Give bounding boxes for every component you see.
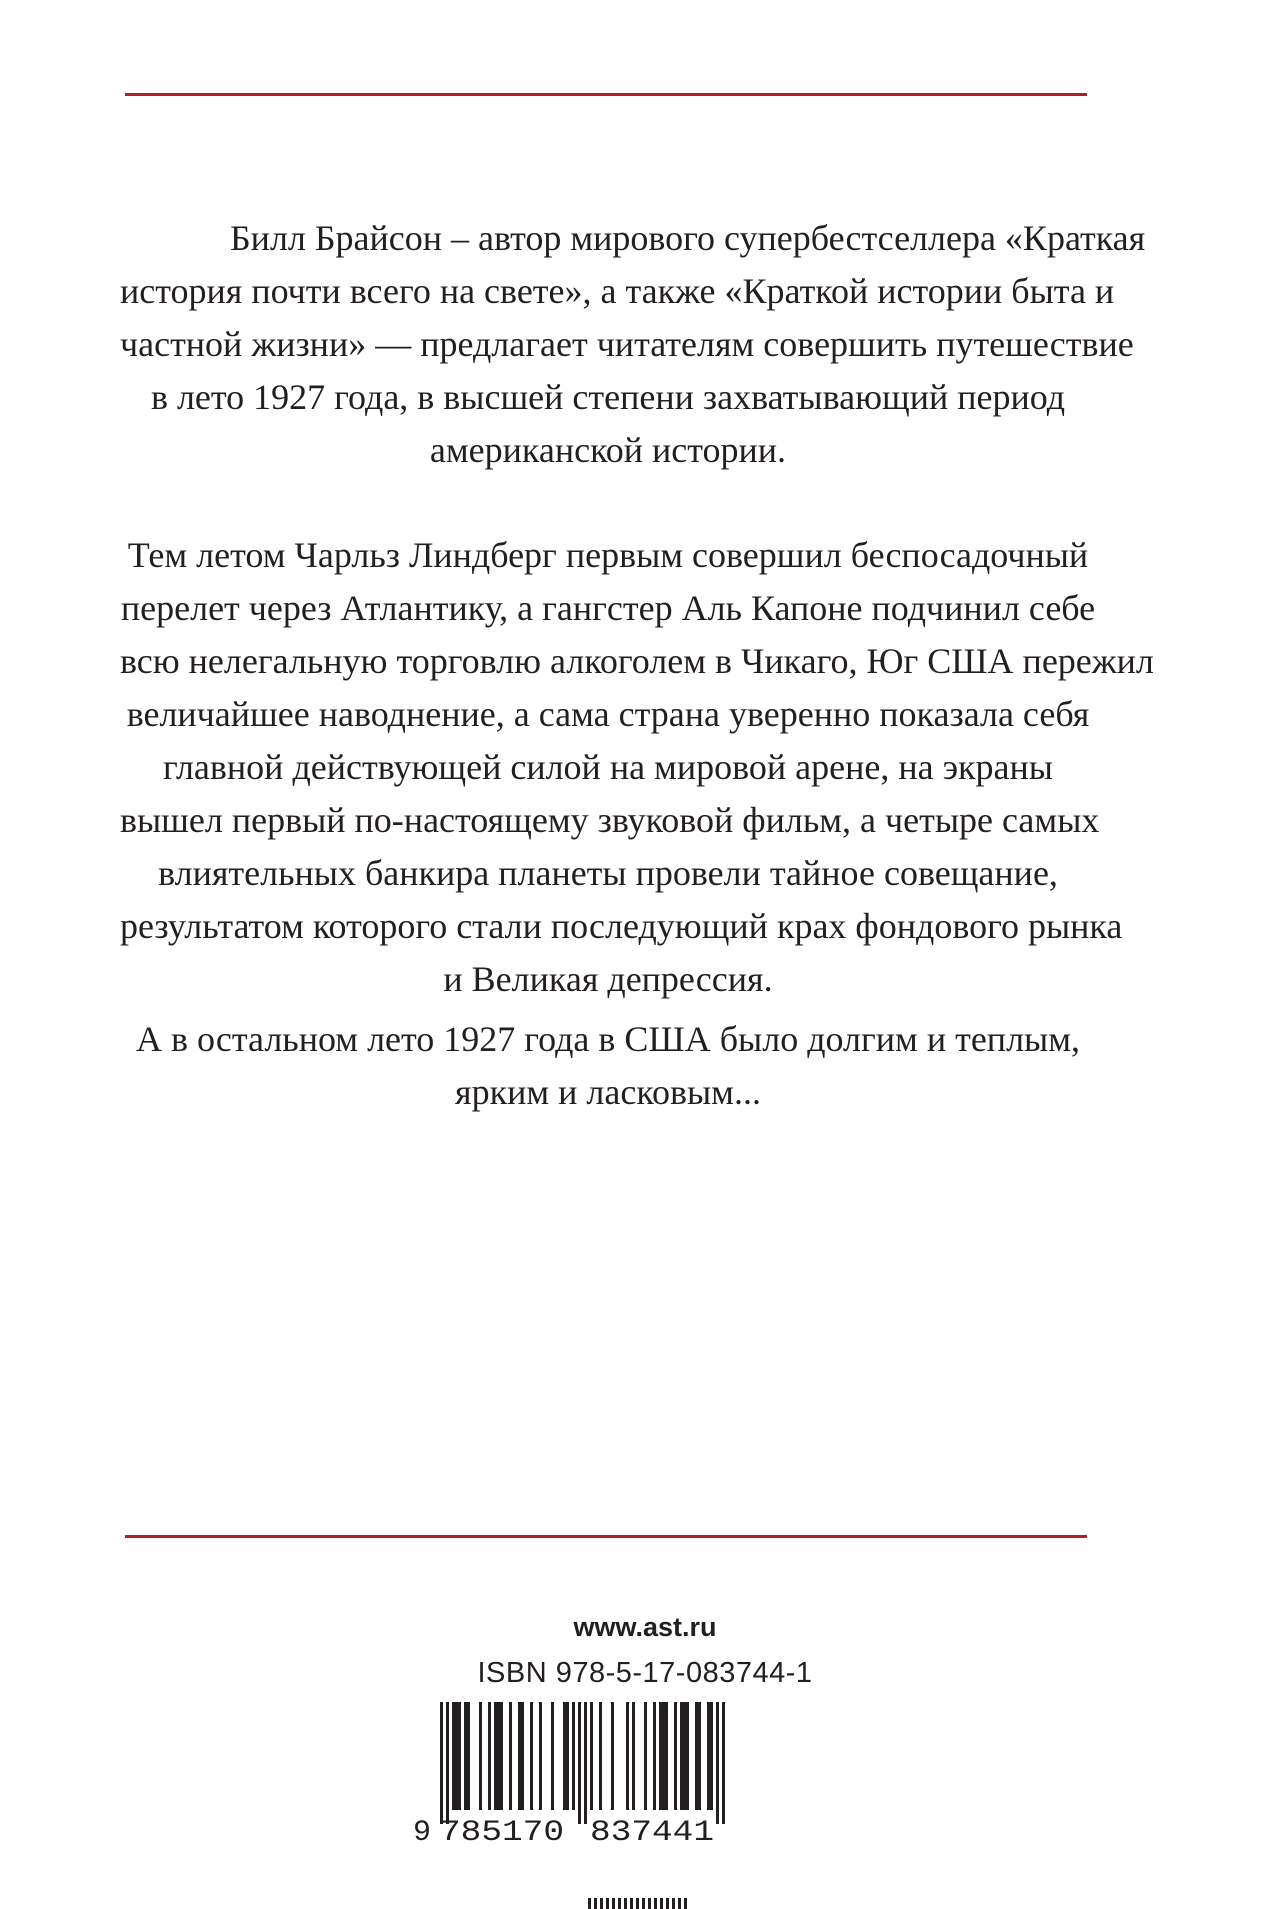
barcode-bar [464,1702,467,1810]
blurb-line: частной жизни» — предлагает читателям совершить путешествие [120,324,1134,364]
barcode-bar [632,1702,635,1810]
blurb-line: перелет через Атлантику, а гангстер Аль Капоне подчинил себе [120,588,1096,628]
barcode-bar [599,1702,602,1810]
barcode-left-group: 785170 [440,1816,564,1848]
barcode-bar [494,1702,497,1810]
blurb-line: ярким и ласковым... [455,1072,761,1112]
blurb-paragraph-3 [120,1013,1096,1119]
barcode-guard-bar [440,1702,443,1824]
barcode-bar [644,1702,647,1810]
barcode-bar [467,1702,470,1810]
top-red-rule [125,93,1087,96]
barcode-bar [509,1702,512,1810]
barcode-bar [563,1702,566,1810]
blurb-paragraph-1 [120,212,1146,477]
barcode-bar [497,1702,500,1810]
blurb-line: всю нелегальную торговлю алкоголем в Чикаго, Юг США пережил [120,641,1154,681]
barcode-bar [698,1702,701,1810]
bottom-edge-marks [588,1898,688,1909]
blurb-line: А в остальном лето 1927 года в США было долгим и теплым, [136,1019,1080,1059]
blurb-line: Тем летом Чарльз Линдберг первым совершил беспосадочный [127,535,1089,575]
blurb-line: главной действующей силой на мировой арене, на экраны [163,747,1053,787]
barcode-bar [686,1702,689,1810]
barcode-bar [518,1702,521,1810]
barcode-bar [479,1702,482,1810]
blurb-line: и Великая депрессия. [443,959,773,999]
publisher-url: www.ast.ru [573,1612,717,1642]
barcode-bar [710,1702,713,1810]
blurb-line: результатом которого стали последующий крах фондового рынка [120,906,1123,946]
barcode-bar [458,1702,461,1810]
blurb-line: величайшее наводнение, а сама страна уверенно показала себя [126,694,1090,734]
isbn-number: ISBN 978-5-17-083744-1 [477,1657,813,1689]
barcode-bar [653,1702,656,1810]
barcode-bar [680,1702,683,1810]
blurb-line: вышел первый по-настоящему звуковой фильм, а четыре самых [120,800,1100,840]
barcode-bar [626,1702,629,1810]
blurb-paragraph-2 [120,529,1154,1006]
barcode-bar [590,1702,593,1810]
barcode-guard-bar [584,1702,587,1824]
barcode-bar [455,1702,458,1810]
blurb-line: влиятельных банкира планеты провели тайное совещание, [158,853,1058,893]
barcode-bar [521,1702,524,1810]
barcode-guard-bar [722,1702,725,1824]
blurb-line: история почти всего на свете», а также «Краткой истории быта и [120,271,1115,311]
barcode-bar [530,1702,533,1810]
barcode-first-digit: 9 [413,1816,432,1848]
barcode-bar [659,1702,662,1810]
barcode-guard-bar [716,1702,719,1824]
blurb-line: Билл Брайсон – автор мирового супербестселлера «Краткая [230,218,1146,258]
barcode-guard-bar [446,1702,449,1824]
barcode-bar [500,1702,503,1810]
barcode-bar [539,1702,542,1810]
barcode-bar [707,1702,710,1810]
barcode-bar [695,1702,698,1810]
blurb-line: в лето 1927 года, в высшей степени захватывающий период [150,377,1066,417]
bottom-red-rule [125,1535,1087,1538]
barcode-bar [674,1702,677,1810]
barcode-bars [440,1702,725,1824]
barcode-bar [551,1702,554,1810]
barcode-bar [662,1702,665,1810]
blurb-line: американской истории. [429,430,787,470]
barcode-right-group: 837441 [590,1816,714,1848]
barcode-bar [611,1702,614,1810]
barcode-bar [488,1702,491,1810]
barcode-bar [665,1702,668,1810]
barcode-bar [566,1702,569,1810]
barcode-bar [572,1702,575,1810]
isbn-barcode [410,1700,750,1848]
barcode-bar [683,1702,686,1810]
barcode-bar [452,1702,455,1810]
barcode-guard-bar [578,1702,581,1824]
